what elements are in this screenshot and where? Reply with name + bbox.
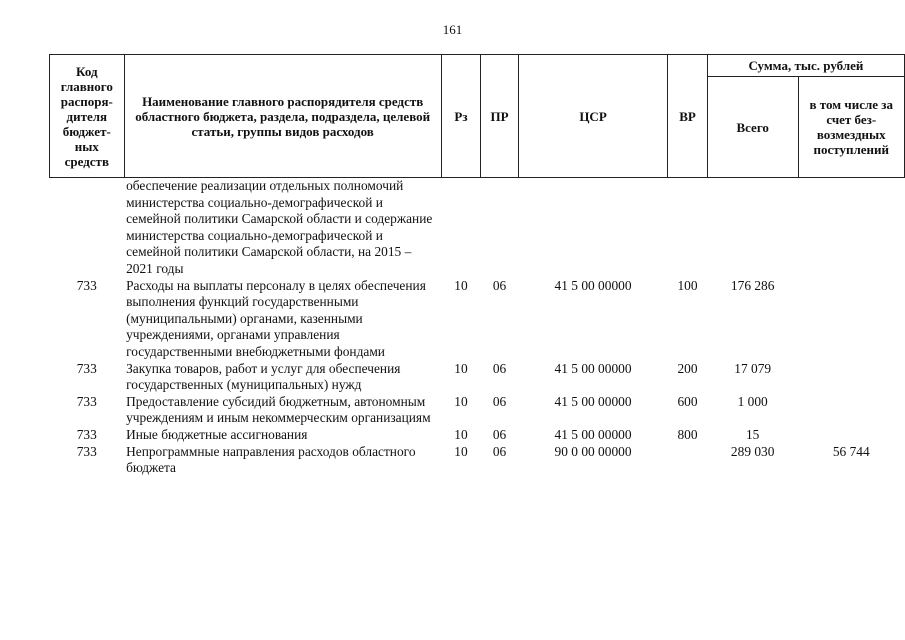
cell-csr: 41 5 00 00000: [554, 360, 632, 376]
table-body: [50, 178, 905, 477]
cell-rz: 10: [454, 426, 468, 442]
cell-gratis: [798, 278, 904, 361]
header-vr: ВР: [668, 55, 708, 178]
cell-gratis: [798, 394, 904, 427]
cell-total: 176 286: [730, 277, 775, 293]
cell-pr: [481, 178, 519, 278]
header-name: Наименование главного распорядителя средств областного бюджета, раздела, подраздела, целевой статьи, группы видов расходов: [124, 55, 441, 178]
cell-pr: 06: [492, 277, 507, 293]
page-number: 161: [442, 22, 463, 37]
cell-total: 289 030: [730, 443, 775, 459]
cell-csr: 90 0 00 00000: [554, 443, 632, 459]
cell-code: 733: [76, 393, 97, 409]
cell-rz: 10: [454, 277, 468, 293]
cell-gratis: [798, 361, 904, 394]
cell-code: 733: [76, 426, 97, 442]
table-row: [50, 427, 905, 444]
cell-vr: [668, 178, 708, 278]
cell-csr: 41 5 00 00000: [554, 393, 632, 409]
cell-name: Иные бюджетные ассигнования: [126, 426, 308, 442]
table-row: [50, 361, 905, 394]
table-row: [50, 394, 905, 427]
cell-name: Предоставление субсидий бюджетным, автономным учреждениям и иным некоммерческим организациям: [126, 393, 431, 426]
budget-table: [49, 54, 905, 477]
header-code: Код главного распоря-дителя бюджет-ных средств: [50, 55, 125, 178]
cell-total: 1 000: [737, 393, 768, 409]
cell-vr: [668, 444, 708, 477]
cell-vr: 800: [677, 426, 698, 442]
header-rz: Рз: [441, 55, 480, 178]
cell-name: обеспечение реализации отдельных полномочий министерства социально-демографической и семейной политики Самарской области и содержание министерства социально-демографической и семейной политики Самарской области, на 2015 – 2021 годы: [126, 178, 433, 276]
cell-rz: [441, 178, 480, 278]
cell-total: 17 079: [734, 360, 772, 376]
header-gratis: в том числе за счет без-возмездных поступлений: [798, 77, 904, 178]
cell-code: 733: [76, 443, 97, 459]
cell-csr: 41 5 00 00000: [554, 277, 632, 293]
table-row: [50, 444, 905, 477]
cell-vr: 200: [677, 360, 698, 376]
cell-gratis: 56 744: [832, 443, 870, 459]
header-sum: Сумма, тыс. рублей: [707, 55, 904, 77]
cell-gratis: [798, 427, 904, 444]
header-pr: ПР: [481, 55, 519, 178]
cell-code: 733: [76, 277, 97, 293]
cell-vr: 600: [677, 393, 698, 409]
cell-rz: 10: [454, 443, 468, 459]
cell-total: [707, 178, 798, 278]
cell-code: 733: [76, 360, 97, 376]
table-row: [50, 178, 905, 278]
cell-name: Расходы на выплаты персоналу в целях обеспечения выполнения функций государственными (муниципальными) органами, казенными учреждениями, органами управления государственными внебюджетными фондами: [126, 277, 426, 359]
table-row: [50, 278, 905, 361]
cell-total: 15: [745, 426, 760, 442]
header-total: Всего: [707, 77, 798, 178]
cell-gratis: [798, 178, 904, 278]
cell-name: Закупка товаров, работ и услуг для обеспечения государственных (муниципальных) нужд: [126, 360, 401, 393]
cell-rz: 10: [454, 360, 468, 376]
cell-pr: 06: [492, 360, 507, 376]
cell-code: [50, 178, 125, 278]
cell-name: Непрограммные направления расходов областного бюджета: [126, 443, 416, 476]
cell-pr: 06: [492, 426, 507, 442]
cell-pr: 06: [492, 393, 507, 409]
cell-rz: 10: [454, 393, 468, 409]
cell-vr: 100: [677, 277, 698, 293]
cell-csr: 41 5 00 00000: [554, 426, 632, 442]
header-csr: ЦСР: [518, 55, 667, 178]
table-header: [50, 55, 905, 178]
cell-csr: [518, 178, 667, 278]
cell-pr: 06: [492, 443, 507, 459]
